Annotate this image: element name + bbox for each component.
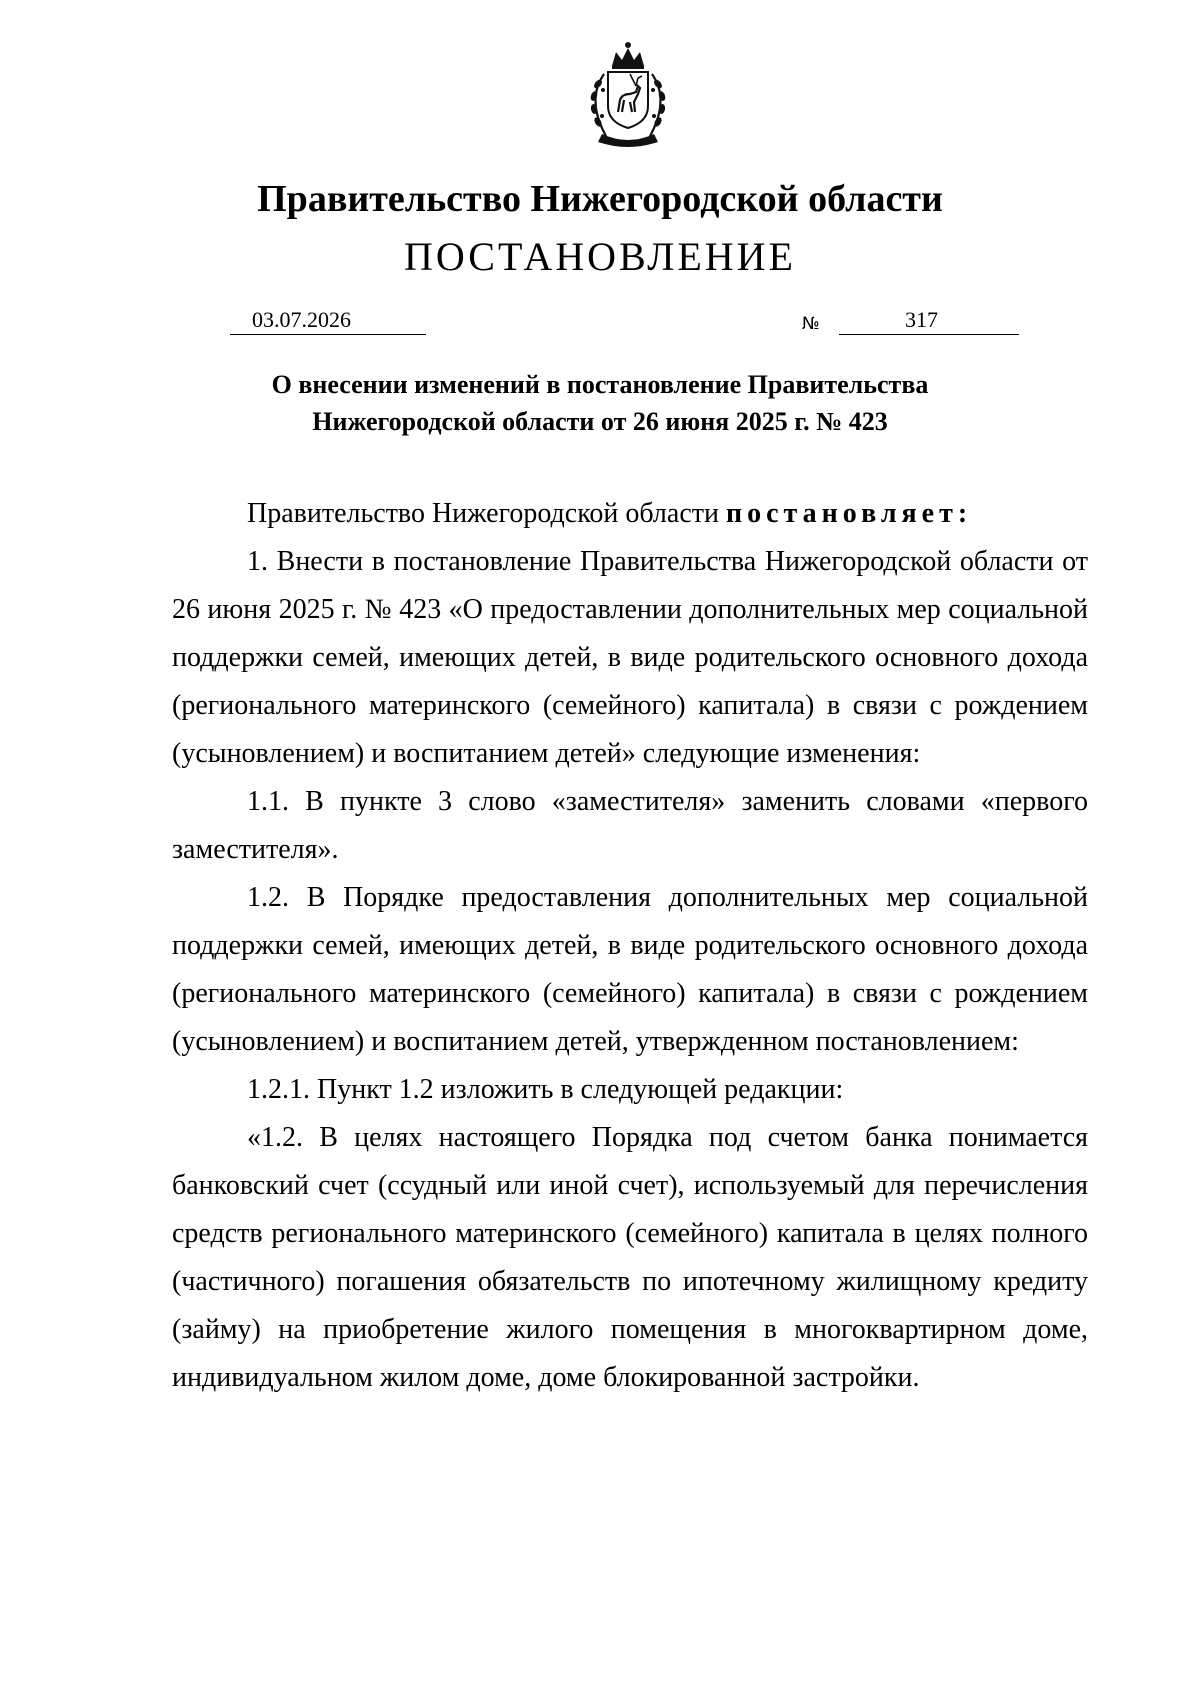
number-sign: № xyxy=(802,314,820,334)
document-subject xyxy=(0,366,1200,440)
intro-text: Правительство Нижегородской области xyxy=(247,498,726,529)
subject-line-2: Нижегородской области от 26 июня 2025 г. № 423 xyxy=(312,407,888,436)
paragraph-quote: «1.2. В целях настоящего Порядка под счетом банка понимается банковский счет (ссудный или иной счет), используемый для перечисления средств регионального материнского (семейного) капитала в целях полного (частичного) погашения обязательств по ипотечному жилищному кредиту (займу) на приобретение жилого помещения в многоквартирном доме, индивидуальном жилом доме, доме блокированной застройки. xyxy=(172,1122,1088,1393)
paragraph-1: 1. Внести в постановление Правительства Нижегородской области от 26 июня 2025 г. № 423 «О предоставлении дополнительных мер социальной поддержки семей, имеющих детей, в виде родительского основного дохода (регионального материнского (семейного) капитала) в связи с рождением (усыновлением) и воспитанием детей» следующие изменения: xyxy=(172,546,1088,769)
paragraph-1-2-1: 1.2.1. Пункт 1.2 изложить в следующей редакции: xyxy=(247,1074,844,1105)
document-number: 317 xyxy=(839,306,1019,335)
intro-paragraph xyxy=(172,490,1088,538)
intro-verb: постановляет: xyxy=(725,498,973,529)
document-type-title: ПОСТАНОВЛЕНИЕ xyxy=(404,234,796,279)
document-body xyxy=(172,490,1088,1402)
government-name: Правительство Нижегородской области xyxy=(257,178,943,220)
paragraph-1-2: 1.2. В Порядке предоставления дополнительных мер социальной поддержки семей, имеющих детей, в виде родительского основного дохода (регионального материнского (семейного) капитала) в связи с рождением (усыновлением) и воспитанием детей, утвержденном постановлением: xyxy=(172,882,1088,1057)
document-date: 03.07.2026 xyxy=(230,306,426,335)
nizhny-novgorod-coat-of-arms-icon xyxy=(572,40,684,148)
paragraph-1-1: 1.1. В пункте 3 слово «заместителя» заменить словами «первого заместителя». xyxy=(172,786,1088,865)
subject-line-1: О внесении изменений в постановление Правительства xyxy=(271,370,929,399)
